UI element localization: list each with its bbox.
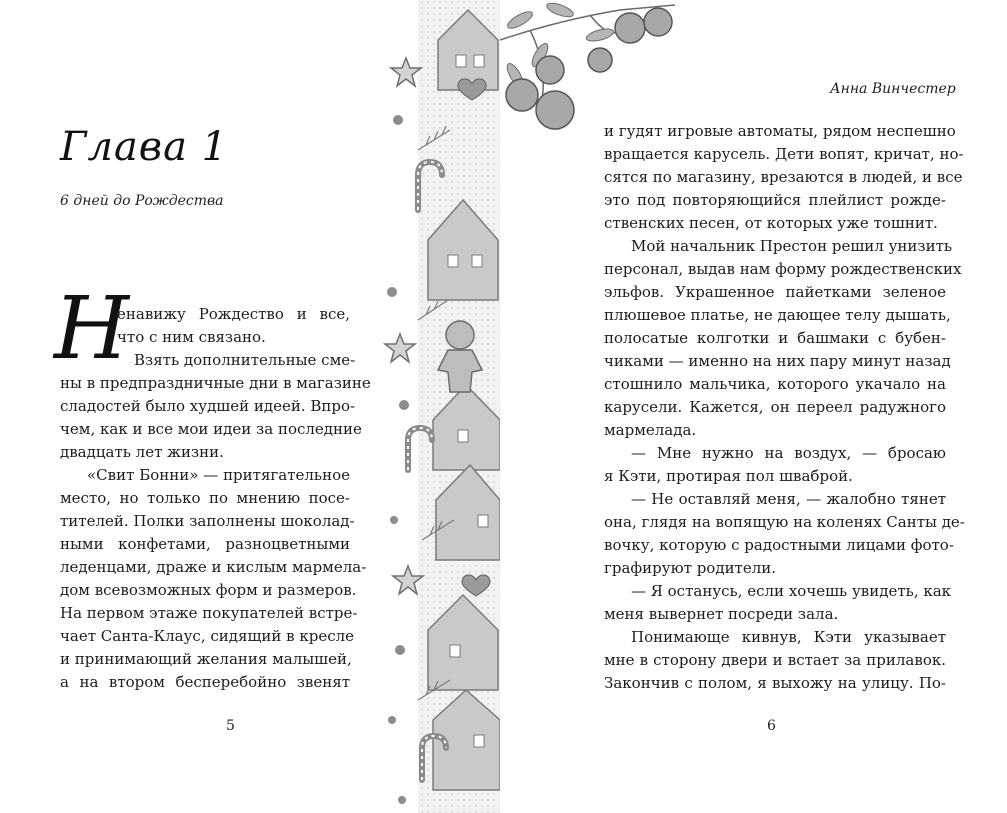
- body-line: Закончив с полом, я выхожу на улицу. По-: [604, 674, 946, 692]
- running-header: Анна Винчестер: [830, 81, 956, 97]
- body-line: ны в предпраздничные дни в магазине: [60, 374, 371, 392]
- body-line: персонал, выдав нам форму рождественских: [604, 260, 962, 278]
- body-line: чем, как и все мои идеи за последние: [60, 420, 362, 438]
- body-line: полосатые колготки и башмаки с бубен-: [604, 329, 946, 347]
- body-line: стошнило мальчика, которого укачало на: [604, 375, 946, 393]
- body-line: место, но только по мнению посе-: [60, 489, 350, 507]
- mandarin-icon: [506, 8, 672, 129]
- body-line: Взять дополнительные сме-: [134, 351, 356, 369]
- page-number: 5: [226, 718, 235, 734]
- body-line: эльфов. Украшенное пайетками зеленое: [604, 283, 946, 301]
- body-line: — Не оставляй меня, — жалобно тянет: [631, 490, 946, 508]
- body-line: чиками — именно на них пару минут назад: [604, 352, 951, 370]
- body-line: она, глядя на вопящую на коленях Санты де-: [604, 513, 965, 531]
- body-line: вочку, которую с радостными лицами фото-: [604, 536, 954, 554]
- body-line: мармелада.: [604, 421, 697, 439]
- body-line: чает Санта-Клаус, сидящий в кресле: [60, 627, 355, 645]
- body-line: что с ним связано.: [117, 328, 266, 346]
- page-number: 6: [767, 718, 776, 734]
- right-page: [500, 0, 1007, 813]
- body-line: ными конфетами, разноцветными: [60, 535, 350, 553]
- body-line: и принимающий желания малышей,: [60, 650, 352, 668]
- body-line: сятся по магазину, врезаются в людей, и все: [604, 168, 963, 186]
- drop-cap: Н: [54, 279, 129, 379]
- body-line: енавижу Рождество и все,: [117, 305, 350, 323]
- body-line: — Я останусь, если хочешь увидеть, как: [631, 582, 952, 600]
- body-line: — Мне нужно на воздух, — бросаю: [631, 444, 946, 462]
- chapter-subtitle: 6 дней до Рождества: [60, 193, 224, 209]
- body-line: двадцать лет жизни.: [60, 443, 224, 461]
- body-line: леденцами, драже и кислым мармела-: [60, 558, 367, 576]
- body-line: вращается карусель. Дети вопят, кричат, но-: [604, 145, 964, 163]
- body-line: На первом этаже покупателей встре-: [60, 604, 358, 622]
- body-line: дом всевозможных форм и размеров.: [60, 581, 357, 599]
- body-line: и гудят игровые автоматы, рядом неспешно: [604, 122, 956, 140]
- body-line: тителей. Полки заполнены шоколад-: [60, 512, 355, 530]
- body-line: это под повторяющийся плейлист рожде-: [604, 191, 946, 209]
- body-line: меня вывернет посреди зала.: [604, 605, 839, 623]
- body-line: графируют родители.: [604, 559, 777, 577]
- body-line: Понимающе кивнув, Кэти указывает: [631, 628, 946, 646]
- body-line: сладостей было худшей идеей. Впро-: [60, 397, 356, 415]
- body-line: плюшевое платье, не дающее телу дышать,: [604, 306, 951, 324]
- body-line: «Свит Бонни» — притягательное: [87, 466, 350, 484]
- body-line: карусели. Кажется, он переел радужного: [604, 398, 946, 416]
- body-line: я Кэти, протирая пол шваброй.: [604, 467, 853, 485]
- body-line: ственских песен, от которых уже тошнит.: [604, 214, 938, 232]
- body-line: мне в сторону двери и встает за прилавок.: [604, 651, 946, 669]
- star-icon: [385, 58, 423, 594]
- body-line: Мой начальник Престон решил унизить: [631, 237, 953, 255]
- chapter-title: Глава 1: [60, 124, 229, 170]
- christmas-ornament-strip: [378, 0, 500, 813]
- body-line: а на втором бесперебойно звенят: [60, 673, 350, 691]
